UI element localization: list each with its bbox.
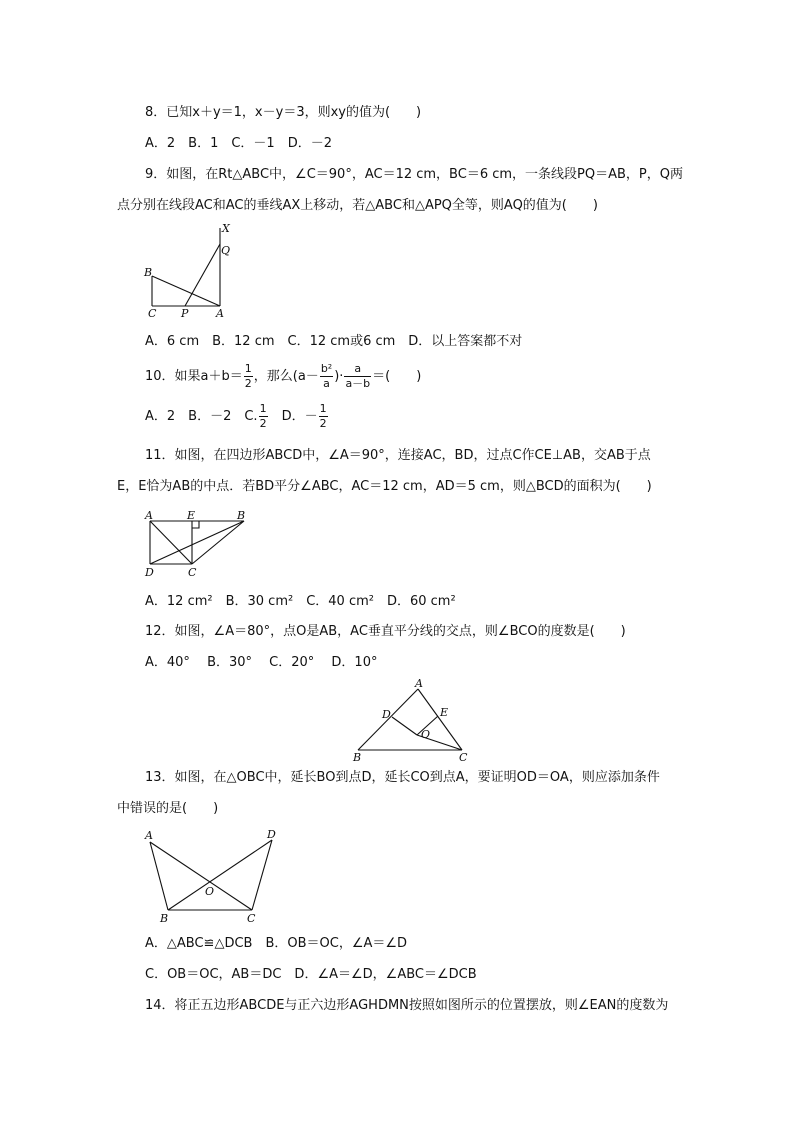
- q10-frac2: [320, 362, 333, 391]
- q12-label-c: C: [459, 751, 468, 764]
- q13-label-c: C: [247, 912, 256, 925]
- q9-options: A．6 cm B．12 cm C．12 cm或6 cm D．以上答案都不对: [145, 334, 523, 349]
- q12-figure: [345, 678, 480, 764]
- q12-label-e: E: [440, 706, 449, 719]
- q10-frac1-den: 2: [244, 377, 252, 390]
- q10-stem-mid1: ，那么(a－: [253, 369, 319, 384]
- q10-frac3: [344, 362, 371, 391]
- q9-stem-line1: 9．如图，在Rt△ABC中，∠C＝90°，AC＝12 cm，BC＝6 cm，一条线段PQ＝AB，P，Q两: [145, 167, 683, 182]
- q10-frac2-num: b²: [320, 362, 333, 375]
- q11-stem-line2: E，E恰为AB的中点．若BD平分∠ABC，AC＝12 cm，AD＝5 cm，则△BCD的面积为( ): [117, 479, 652, 494]
- q10-frac3-den: a－b: [345, 377, 371, 390]
- q9-label-q: Q: [221, 244, 231, 257]
- q11-label-d: D: [145, 566, 154, 579]
- q10-optc-num: 1: [259, 402, 267, 415]
- q8-options: A．2 B．1 C．－1 D．－2: [145, 136, 332, 151]
- q11-label-b: B: [237, 509, 246, 522]
- q10-stem-prefix: 10．如果a＋b＝: [145, 369, 243, 384]
- q10-frac3-num: a: [344, 362, 371, 377]
- q12-label-b: B: [353, 751, 362, 764]
- q14-stem: 14．将正五边形ABCDE与正六边形AGHDMN按照如图所示的位置摆放，则∠EAN的度数为: [145, 998, 669, 1013]
- q9-figure: [140, 220, 240, 320]
- q12-options: A．40° B．30° C．20° D．10°: [145, 655, 378, 670]
- q10-options-mid: D．－: [268, 409, 318, 424]
- q9-label-c: C: [148, 307, 157, 320]
- q13-options-line1: A．△ABC≌△DCB B．OB＝OC，∠A＝∠D: [145, 936, 408, 951]
- q9-label-p: P: [181, 307, 189, 320]
- q11-label-c: C: [188, 566, 197, 579]
- q10-frac1: [244, 362, 253, 391]
- q10-optd-num: 1: [319, 402, 327, 415]
- q9-label-a: A: [216, 307, 224, 320]
- q10-frac1-num: 1: [244, 362, 252, 375]
- q10-optd-den: 2: [319, 417, 327, 430]
- q13-stem-line2: 中错误的是( ): [117, 801, 219, 816]
- q10-options: [145, 402, 329, 431]
- q13-label-o: O: [205, 885, 215, 898]
- q11-label-e: E: [187, 509, 196, 522]
- q10-optd-frac: [319, 402, 328, 431]
- q13-label-b: B: [160, 912, 169, 925]
- q10-optc-frac: [259, 402, 268, 431]
- q8-stem: 8．已知x＋y＝1，x－y＝3，则xy的值为( ): [145, 105, 422, 120]
- q9-label-x: X: [222, 222, 230, 235]
- q13-label-a: A: [145, 829, 153, 842]
- q10-stem-suffix: ＝( ): [372, 369, 422, 384]
- q10-options-prefix: A．2 B．－2 C.: [145, 409, 258, 424]
- q13-figure: [140, 826, 285, 926]
- q11-label-a: A: [145, 509, 153, 522]
- q10-optc-den: 2: [259, 417, 267, 430]
- q10-stem-mid2: )·: [334, 369, 344, 384]
- q12-label-o: O: [421, 728, 431, 741]
- q9-label-b: B: [144, 266, 153, 279]
- q10-frac2-den: a: [323, 377, 330, 390]
- q13-options-line2: C．OB＝OC，AB＝DC D．∠A＝∠D，∠ABC＝∠DCB: [145, 967, 477, 982]
- q12-label-a: A: [415, 678, 423, 690]
- q11-options: A．12 cm² B．30 cm² C．40 cm² D．60 cm²: [145, 594, 456, 609]
- q9-stem-line2: 点分别在线段AC和AC的垂线AX上移动，若△ABC和△APQ全等，则AQ的值为( ): [117, 198, 598, 213]
- q13-label-d: D: [267, 828, 276, 841]
- q11-figure: [140, 508, 255, 580]
- q10-stem: [145, 362, 421, 391]
- q13-stem-line1: 13．如图，在△OBC中，延长BO到点D，延长CO到点A，要证明OD＝OA，则应添加条件: [145, 770, 660, 785]
- q11-stem-line1: 11．如图，在四边形ABCD中，∠A＝90°，连接AC，BD，过点C作CE⊥AB，交AB于点: [145, 448, 651, 463]
- q12-label-d: D: [382, 708, 391, 721]
- q12-stem: 12．如图，∠A＝80°，点O是AB，AC垂直平分线的交点，则∠BCO的度数是( ): [145, 624, 626, 639]
